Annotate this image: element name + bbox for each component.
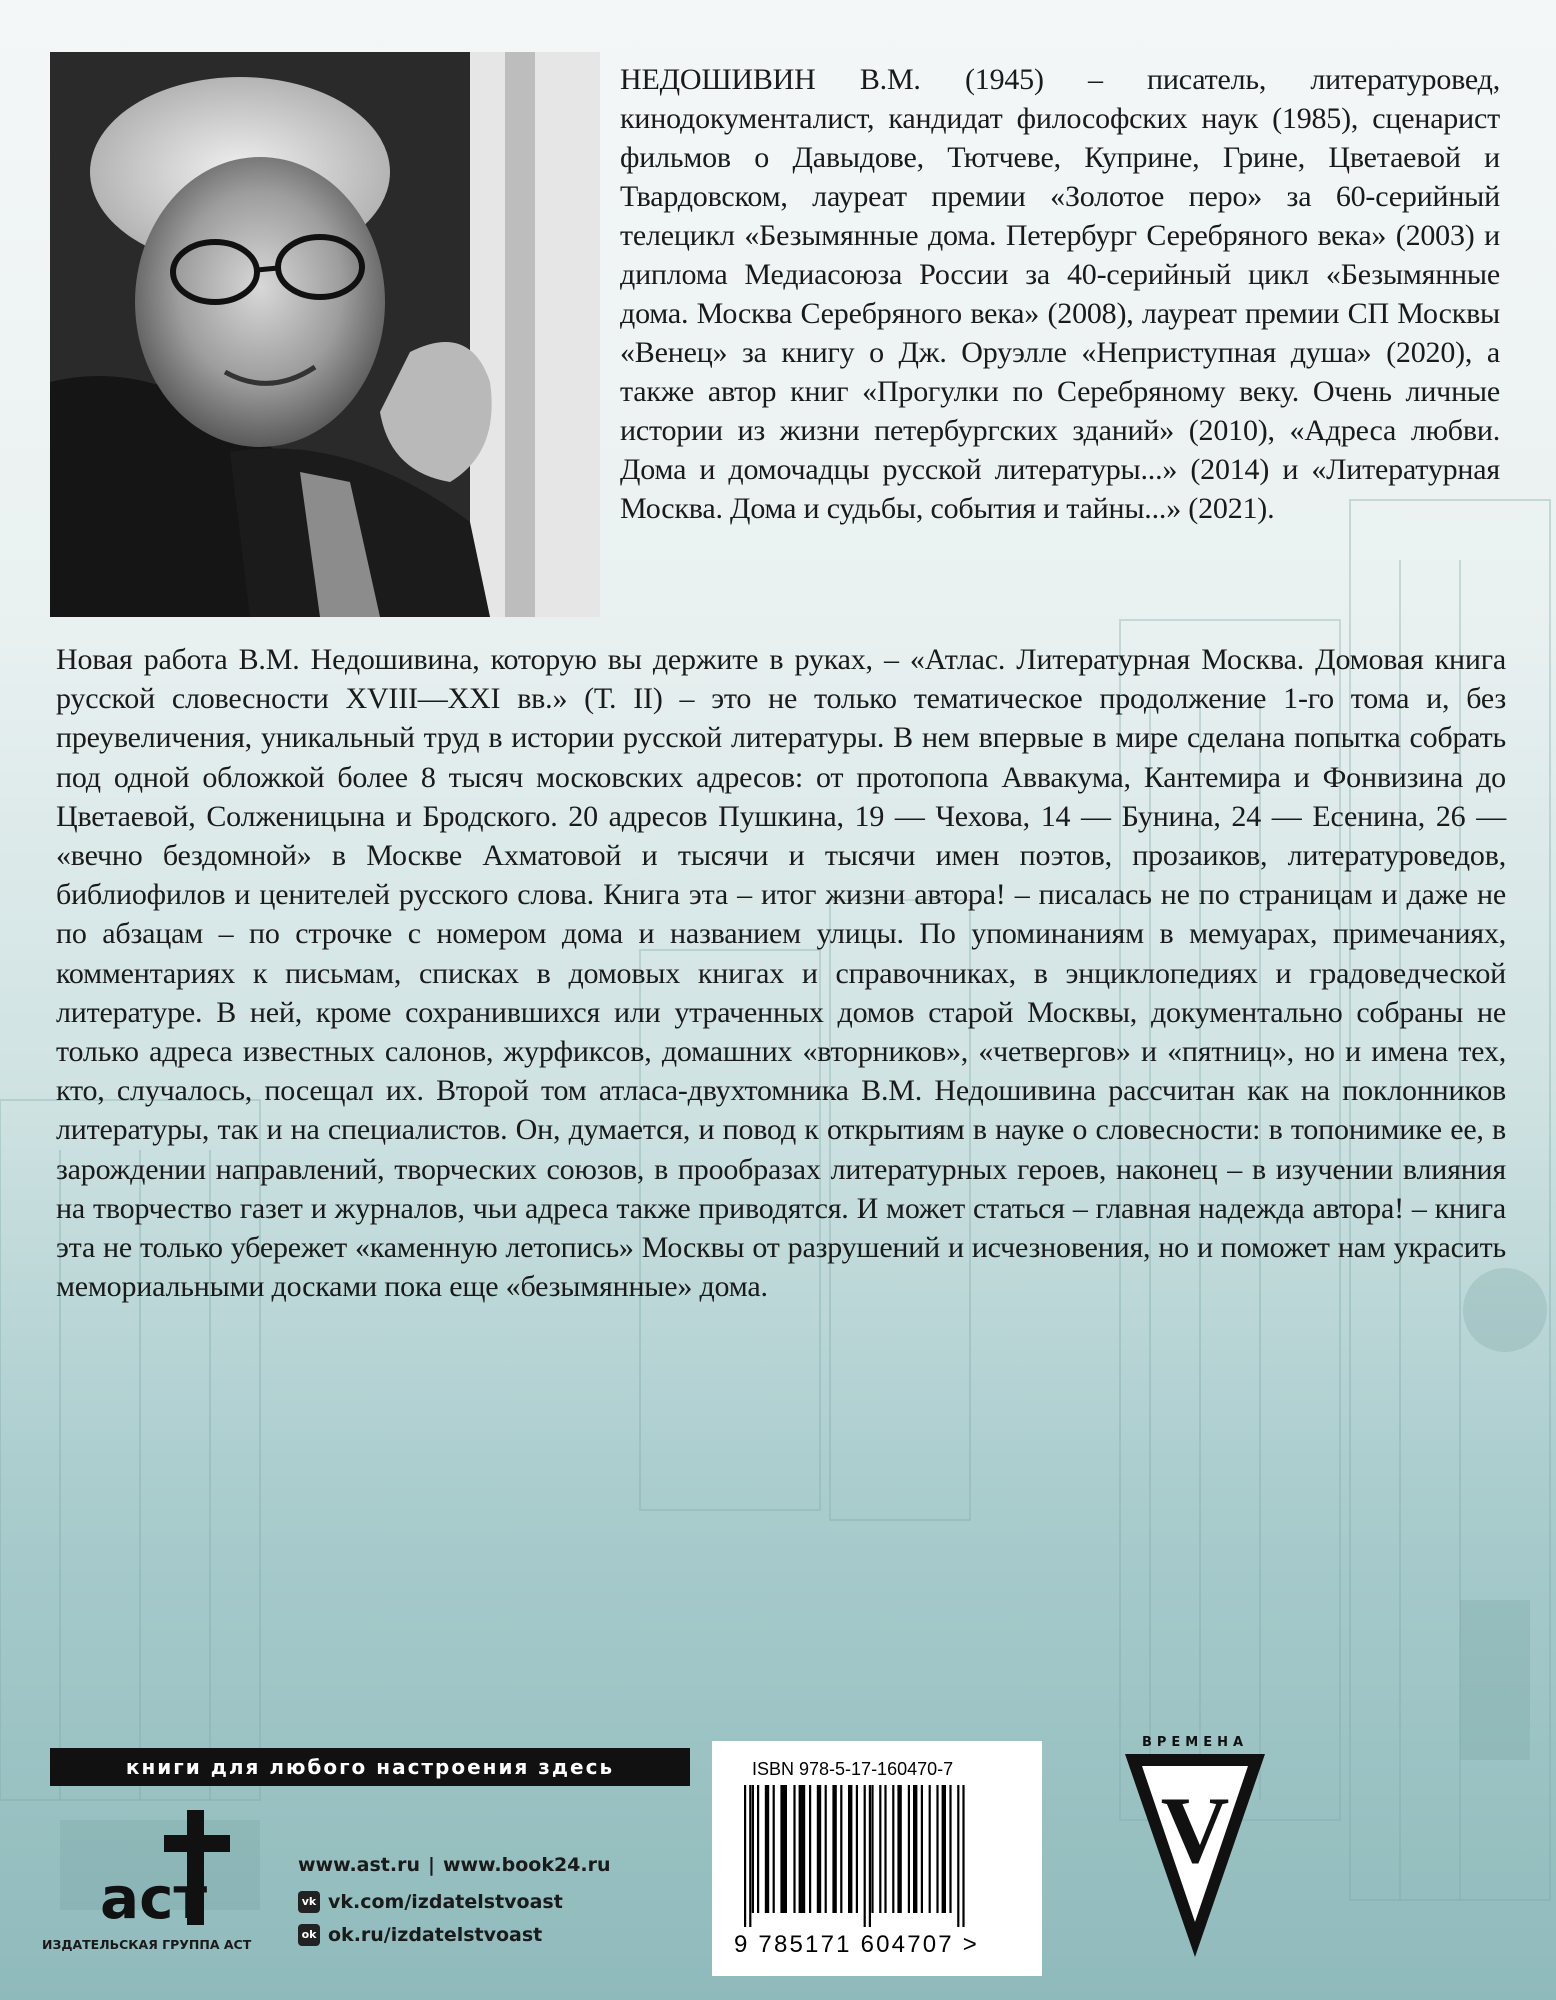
- tagline-banner: книги для любого настроения здесь: [50, 1748, 690, 1786]
- links-separator: |: [428, 1854, 435, 1876]
- author-bio: НЕДОШИВИН В.М. (1945) – писатель, литературовед, кинодокументалист, кандидат философских наук (1985), сценарист фильмов о Давыдове, Тютчеве, Куприне, Грине, Цветаевой и Твардовском, лауреат премии «Золотое перо» за 60-серийный телецикл «Безымянные дома. Петербург Серебряного века» (2003) и диплома Медиасоюза России за 40-серийный цикл «Безымянные дома. Москва Серебряного века» (2008), лауреат премии СП Москвы «Венец» за книгу о Дж. Оруэлле «Неприступная душа» (2020), а также автор книг «Прогулки по Серебряному веку. Очень личные истории из жизни петербургских зданий» (2010), «Адреса любви. Дома и домочадцы русской литературы...» (2014) и «Литературная Москва. Дома и судьбы, события и тайны...» (2021).: [620, 63, 1500, 525]
- book-description: Новая работа В.М. Недошивина, которую вы держите в руках, – «Атлас. Литературная Москва. Домовая книга русской словесности XVIII—XXI вв.» (Т. II) – это не только тематическое продолжение 1-го тома и, без преувеличения, уникальный труд в истории русской литературы. В нем впервые в мире сделана попытка собрать под одной обложкой более 8 тысяч московских адресов: от протопопа Аввакума, Кантемира и Фонвизина до Цветаевой, Солженицына и Бродского. 20 адресов Пушкина, 19 — Чехова, 14 — Бунина, 24 — Есенина, 26 — «вечно бездомной» в Москве Ахматовой и тысячи и тысячи имен поэтов, прозаиков, литературоведов, библиофилов и ценителей русского слова. Книга эта – итог жизни автора! – писалась не по страницам и даже не по абзацам – по строчке с номером дома и названием улицы. По упоминаниям в мемуарах, примечаниях, комментариях к письмам, списках в домовых книгах и справочниках, в энциклопедиях и градоведческой литературе. В ней, кроме сохранившихся или утраченных домов старой Москвы, документально собраны не только адреса известных салонов, журфиксов, домашних «вторников», «четвергов» и «пятниц», но и имена тех, кто, случалось, посещал их. Второй том атласа-двухтомника В.М. Недошивина рассчитан как на поклонников литературы, так и на специалистов. Он, думается, и повод к открытиям в науке о словесности: в топонимике ее, в зарождении направлений, творческих союзов, в прообразах литературных героев, наконец – в изучении влияния на творчество газет и журналов, чьи адреса также приводятся. И может статься – главная надежда автора! – книга эта не только убережет «каменную летопись» Москвы от разрушений и исчезновения, но и поможет нам украсить мемориальными досками пока еще «безымянные» дома.: [56, 643, 1506, 1304]
- book24-site-link[interactable]: www.book24.ru: [442, 1854, 611, 1876]
- ok-icon: ok: [298, 1924, 320, 1946]
- vk-icon: vk: [298, 1891, 320, 1913]
- websites-row: [298, 1845, 611, 1885]
- imprint-name: ВРЕМЕНА: [1141, 1735, 1249, 1750]
- vk-link[interactable]: vk.com/izdatelstvoast: [328, 1890, 563, 1913]
- barcode-image: [742, 1785, 1032, 1927]
- ok-link[interactable]: ok.ru/izdatelstvoast: [328, 1923, 543, 1946]
- publisher-caption: ИЗДАТЕЛЬСКАЯ ГРУППА АСТ: [42, 1937, 252, 1952]
- ast-site-link[interactable]: www.ast.ru: [298, 1854, 420, 1876]
- ast-logo-letters: аст: [100, 1864, 208, 1932]
- isbn-label: ISBN 978-5-17-160470-7: [752, 1759, 954, 1779]
- ok-row: [298, 1918, 611, 1951]
- barcode-digits: 9 785171 604707 >: [734, 1931, 979, 1958]
- vk-row: [298, 1885, 611, 1918]
- ast-logo: [92, 1800, 242, 1940]
- publisher-links: [298, 1845, 611, 1951]
- barcode-panel: [712, 1741, 1042, 1976]
- imprint-letter: V: [1160, 1777, 1230, 1883]
- author-photo: [50, 52, 600, 617]
- vremena-imprint-logo: [1120, 1722, 1270, 1972]
